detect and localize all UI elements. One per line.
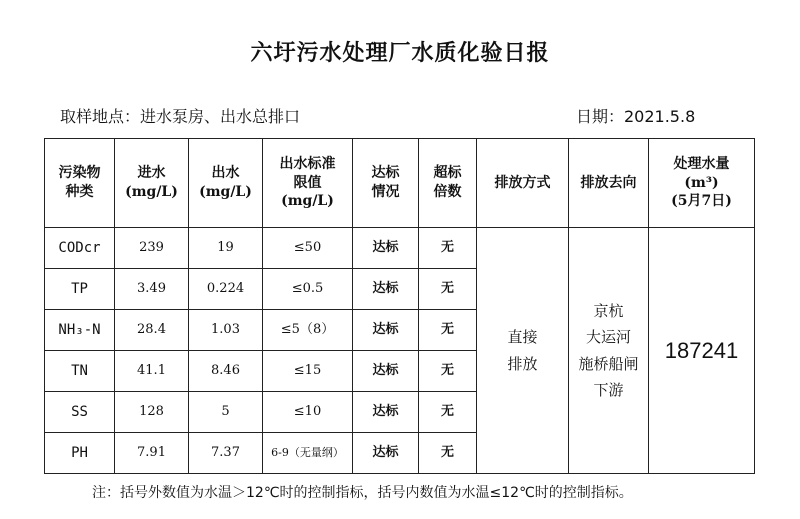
cell-effluent: 8.46 bbox=[189, 351, 263, 392]
header-status: 达标 情况 bbox=[353, 139, 419, 228]
cell-influent: 41.1 bbox=[115, 351, 189, 392]
cell-exceed: 无 bbox=[419, 433, 477, 474]
header-row bbox=[45, 139, 755, 228]
cell-exceed: 无 bbox=[419, 269, 477, 310]
cell-limit: ≤15 bbox=[263, 351, 353, 392]
cell-exceed: 无 bbox=[419, 392, 477, 433]
cell-exceed: 无 bbox=[419, 351, 477, 392]
cell-status: 达标 bbox=[353, 351, 419, 392]
cell-effluent: 19 bbox=[189, 228, 263, 269]
cell-status: 达标 bbox=[353, 310, 419, 351]
header-effluent: 出水 (mg/L) bbox=[189, 139, 263, 228]
cell-influent: 3.49 bbox=[115, 269, 189, 310]
cell-limit: ≤0.5 bbox=[263, 269, 353, 310]
header-limit: 出水标准 限值 (mg/L) bbox=[263, 139, 353, 228]
discharge-destination: 京杭 大运河 施桥船闸 下游 bbox=[569, 228, 649, 474]
discharge-method: 直接 排放 bbox=[477, 228, 569, 474]
cell-exceed: 无 bbox=[419, 228, 477, 269]
cell-status: 达标 bbox=[353, 392, 419, 433]
header-volume: 处理水量 (m³) (5月7日) bbox=[649, 139, 755, 228]
header-influent: 进水 (mg/L) bbox=[115, 139, 189, 228]
table-row bbox=[45, 228, 755, 269]
cell-status: 达标 bbox=[353, 228, 419, 269]
treated-volume: 187241 bbox=[649, 228, 755, 474]
sampling-location: 取样地点：进水泵房、出水总排口 bbox=[60, 107, 301, 126]
cell-pollutant: SS bbox=[45, 392, 115, 433]
cell-limit: 6-9（无量纲） bbox=[263, 433, 353, 474]
cell-pollutant: NH₃-N bbox=[45, 310, 115, 351]
cell-pollutant: TN bbox=[45, 351, 115, 392]
cell-exceed: 无 bbox=[419, 310, 477, 351]
report-title: 六圩污水处理厂水质化验日报 bbox=[250, 41, 550, 66]
cell-limit: ≤10 bbox=[263, 392, 353, 433]
cell-pollutant: CODcr bbox=[45, 228, 115, 269]
cell-influent: 7.91 bbox=[115, 433, 189, 474]
cell-influent: 28.4 bbox=[115, 310, 189, 351]
cell-status: 达标 bbox=[353, 433, 419, 474]
cell-influent: 239 bbox=[115, 228, 189, 269]
cell-influent: 128 bbox=[115, 392, 189, 433]
cell-effluent: 5 bbox=[189, 392, 263, 433]
header-exceed: 超标 倍数 bbox=[419, 139, 477, 228]
cell-limit: ≤5（8） bbox=[263, 310, 353, 351]
cell-effluent: 7.37 bbox=[189, 433, 263, 474]
cell-limit: ≤50 bbox=[263, 228, 353, 269]
footnote: 注：括号外数值为水温＞12℃时的控制指标，括号内数值为水温≤12℃时的控制指标。 bbox=[92, 485, 633, 501]
report-date: 日期：2021.5.8 bbox=[576, 107, 696, 126]
cell-status: 达标 bbox=[353, 269, 419, 310]
header-destination: 排放去向 bbox=[569, 139, 649, 228]
header-pollutant: 污染物 种类 bbox=[45, 139, 115, 228]
cell-effluent: 1.03 bbox=[189, 310, 263, 351]
cell-effluent: 0.224 bbox=[189, 269, 263, 310]
cell-pollutant: TP bbox=[45, 269, 115, 310]
header-method: 排放方式 bbox=[477, 139, 569, 228]
cell-pollutant: PH bbox=[45, 433, 115, 474]
water-quality-table bbox=[44, 138, 755, 474]
